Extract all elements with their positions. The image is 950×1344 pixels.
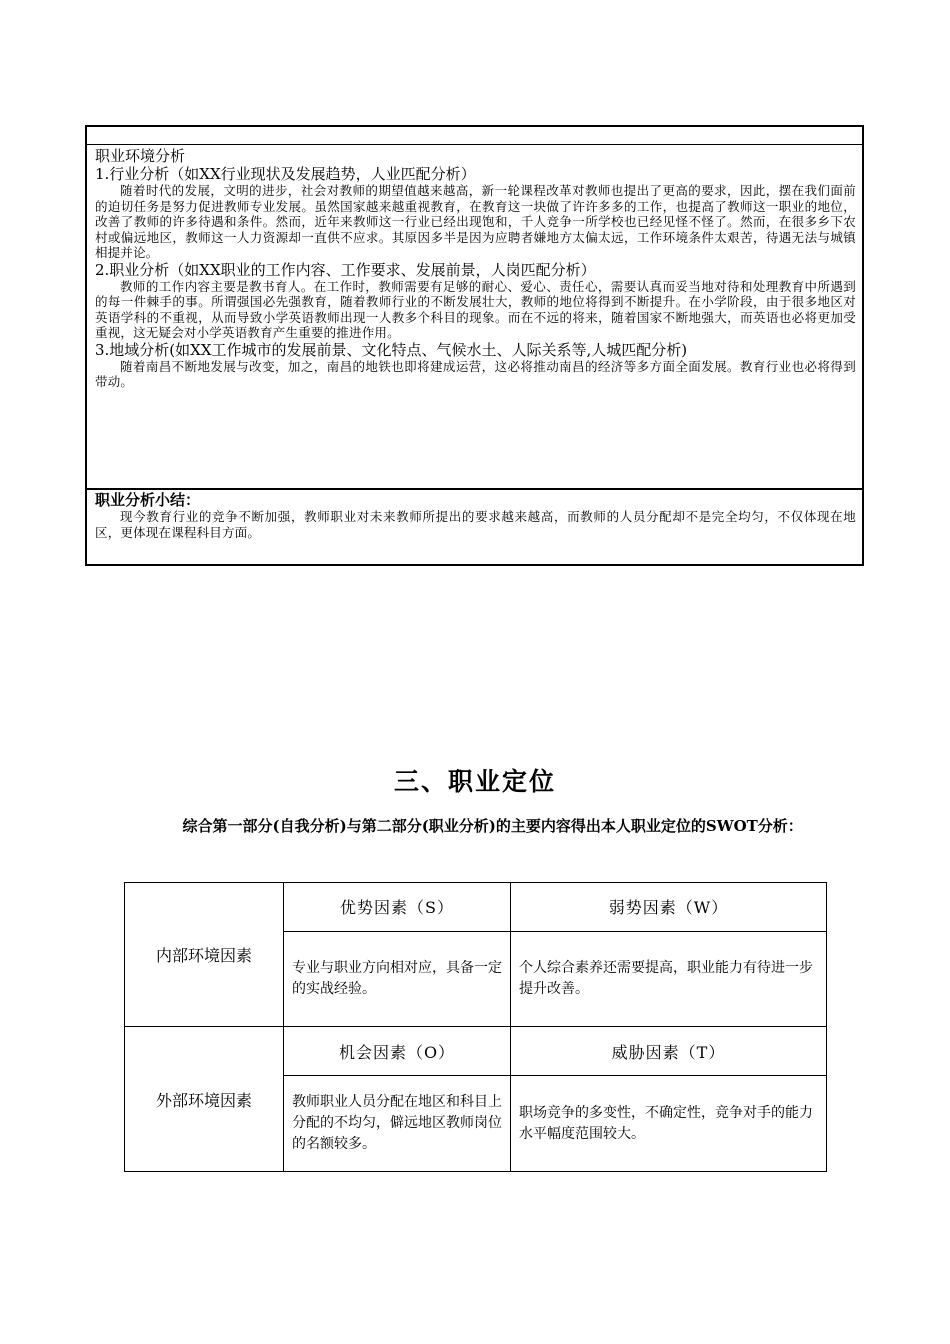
table-top-strip <box>87 127 862 145</box>
opportunities-body: 教师职业人员分配在地区和科目上分配的不均匀，僻远地区教师岗位的名额较多。 <box>284 1076 511 1172</box>
region-analysis-text: 随着南昌不断地发展与改变，加之，南昌的地铁也即将建成运营，这必将推动南昌的经济等多方面全面发展。教育行业也必将得到带动。 <box>95 358 856 389</box>
opportunities-head: 机会因素（O） <box>284 1027 511 1076</box>
career-environment-box <box>85 125 864 566</box>
industry-analysis-text: 随着时代的发展，文明的进步，社会对教师的期望值越来越高，新一轮课程改革对教师也提出了更高的要求，因此，摆在我们面前的迫切任务是努力促进教师专业发展。虽然国家越来越重视教育，在教育这一块做了许许多多的工作，也提高了教师这一职业的地位，改善了教师的许多待遇和条件。然而，近年来教师这一行业已经出现饱和，千人竞争一所学校也已经见怪不怪了。然而，在很多乡下农村或偏远地区，教师这一人力资源却一直供不应求。其原因多半是因为应聘者嫌地方太偏太远，工作环境条件太艰苦，待遇无法与城镇相提并论。 <box>95 183 856 260</box>
external-factors-label: 外部环境因素 <box>125 1027 284 1172</box>
swot-intro: 综合第一部分(自我分析)与第二部分(职业分析)的主要内容得出本人职业定位的SWOT分析： <box>182 817 803 835</box>
career-summary-title: 职业分析小结： <box>95 491 201 509</box>
threats-body: 职场竞争的多变性，不确定性，竞争对手的能力水平幅度范围较大。 <box>511 1076 827 1172</box>
swot-table <box>124 882 827 1172</box>
weaknesses-body: 个人综合素养还需要提高，职业能力有待进一步提升改善。 <box>511 931 827 1027</box>
industry-analysis-heading: 1.行业分析（如XX行业现状及发展趋势，人业匹配分析） <box>95 165 476 183</box>
weaknesses-head: 弱势因素（W） <box>511 883 827 932</box>
strengths-body: 专业与职业方向相对应，具备一定的实战经验。 <box>284 931 511 1027</box>
career-summary <box>87 490 862 540</box>
threats-head: 威胁因素（T） <box>511 1027 827 1076</box>
career-environment-title: 职业环境分析 <box>95 147 186 165</box>
strengths-head: 优势因素（S） <box>284 883 511 932</box>
internal-factors-label: 内部环境因素 <box>125 883 284 1027</box>
region-analysis-heading: 3.地域分析(如XX工作城市的发展前景、文化特点、气候水土、人际关系等,人城匹配分析) <box>95 340 688 359</box>
career-environment-content <box>87 145 862 490</box>
occupation-analysis-text: 教师的工作内容主要是教书育人。在工作时，教师需要有足够的耐心、爱心、责任心，需要认真而妥当地对待和处理教育中所遇到的每一件棘手的事。所谓强国必先强教育，随着教师行业的不断发展壮大，教师的地位将得到不断提升。在小学阶段，由于很多地区对英语学科的不重视，从而导致小学英语教师出现一人教多个科目的现象。而在不远的将来，随着国家不断地强大，而英语也必将更加受重视，这无疑会对小学英语教育产生重要的推进作用。 <box>95 278 856 340</box>
occupation-analysis-heading: 2.职业分析（如XX职业的工作内容、工作要求、发展前景，人岗匹配分析） <box>95 260 596 279</box>
career-summary-text: 现今教育行业的竞争不断加强，教师职业对未来教师所提出的要求越来越高，而教师的人员分配却不是完全均匀，不仅体现在地区，更体现在课程科目方面。 <box>95 509 856 540</box>
career-positioning-title: 三、职业定位 <box>393 767 556 796</box>
